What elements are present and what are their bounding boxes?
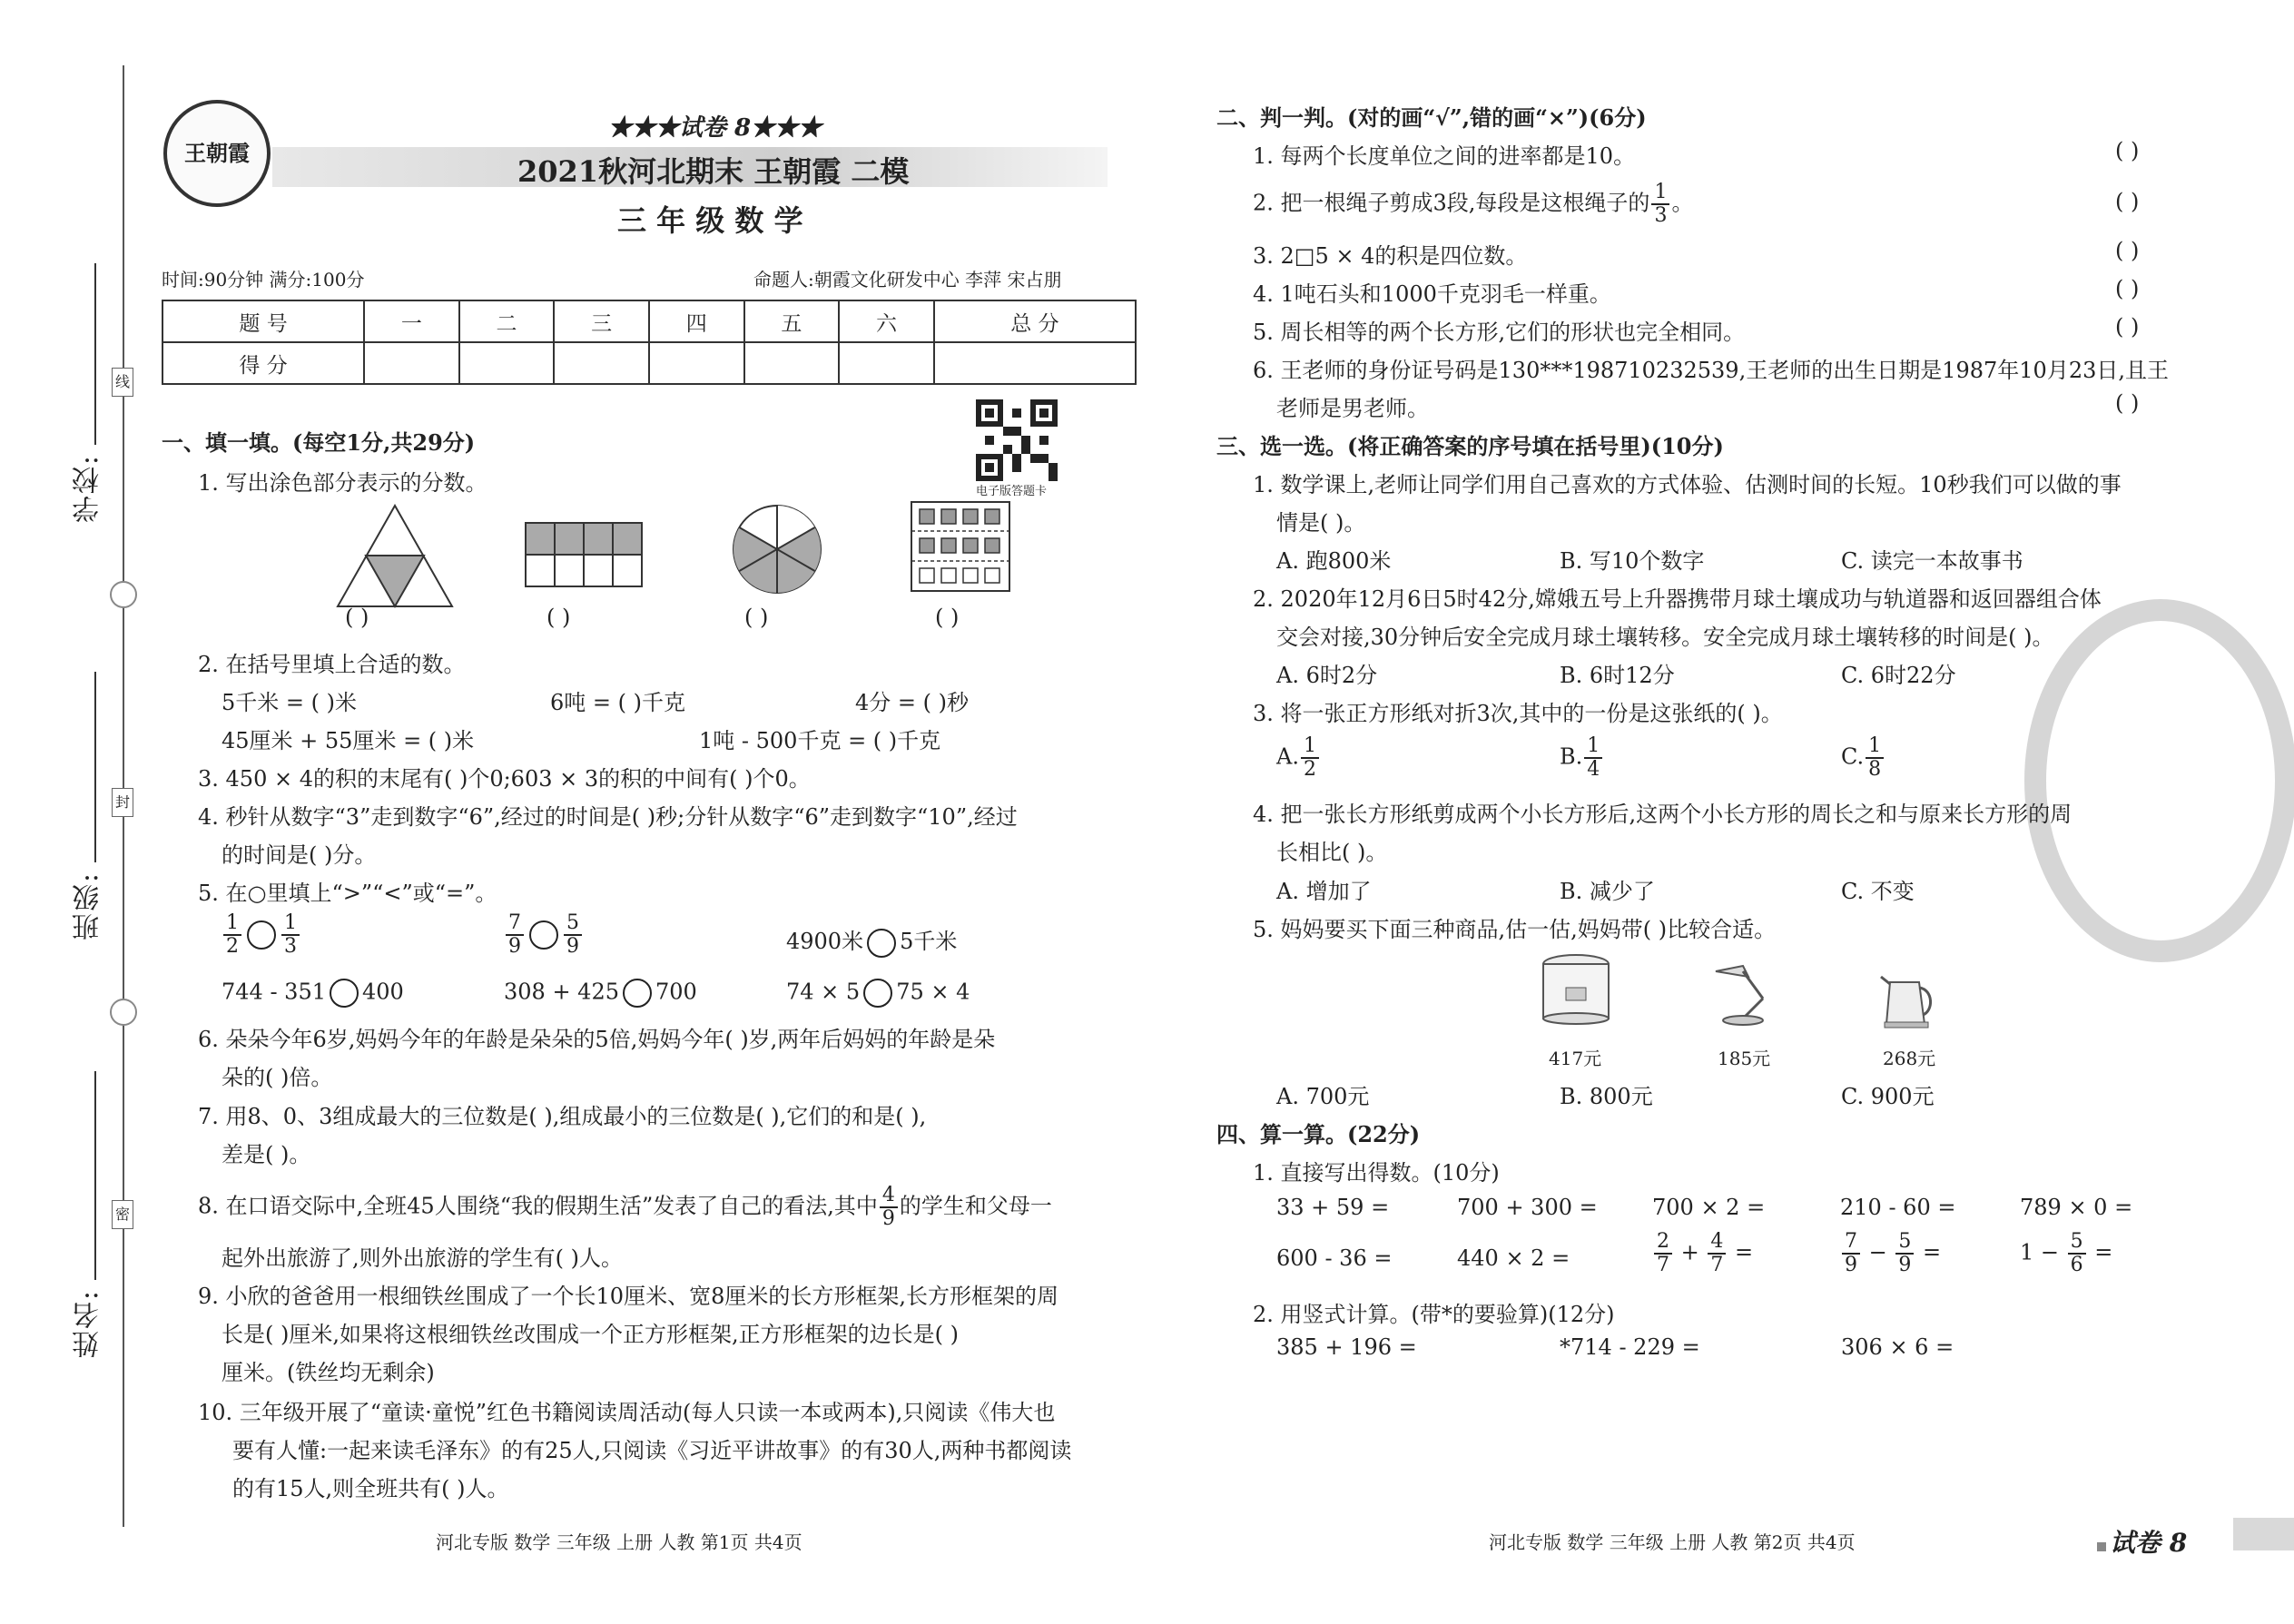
question-4-line1: 4. 秒针从数字“3”走到数字“6”,经过的时间是( )秒;分针从数字“6”走到数字“10”,经过 <box>198 804 1018 830</box>
question-5: 5. 在○里填上“>”“<”或“=”。 <box>198 881 497 906</box>
compare-circle[interactable] <box>863 979 892 1008</box>
score-input-cell[interactable] <box>744 342 840 384</box>
rice-cooker-icon <box>1539 951 1613 1026</box>
question-2d: 45厘米 + 55厘米 = ( )米 <box>222 728 475 753</box>
calc-item[interactable]: 210 - 60 = <box>1840 1195 1956 1220</box>
judge-answer[interactable]: ( ) <box>2115 189 2140 214</box>
judge-3: 3. 2□5 × 4的积是四位数。 <box>1253 243 1528 269</box>
option-prefix: C. <box>1841 743 1865 770</box>
score-cell: 二 <box>459 300 555 342</box>
compare-left: 74 × 5 <box>786 979 861 1005</box>
judge-2-text: 2. 把一根绳子剪成3段,每段是这根绳子的 <box>1253 190 1650 216</box>
answer-blank[interactable]: ( ) <box>546 605 571 630</box>
frac-den: 8 <box>1868 758 1882 781</box>
judge-2-end: 。 <box>1671 190 1694 216</box>
score-input-cell[interactable] <box>934 342 1136 384</box>
frac-den: 3 <box>284 935 297 958</box>
tag-marker-icon <box>2097 1542 2106 1551</box>
section-4-title: 四、算一算。(22分) <box>1216 1121 1421 1147</box>
question-7-line2: 差是( )。 <box>222 1142 311 1167</box>
compare-left: 744 - 351 <box>222 979 326 1005</box>
school-field[interactable] <box>94 263 96 445</box>
question-7-line1: 7. 用8、0、3组成最大的三位数是( ),组成最小的三位数是( ),它们的和是( ), <box>198 1104 927 1129</box>
page-footer-right: 河北专版 数学 三年级 上册 人教 第2页 共4页 <box>1489 1531 1856 1553</box>
choice-4-line1: 4. 把一张长方形纸剪成两个小长方形后,这两个小长方形的周长之和与原来长方形的周 <box>1253 802 2072 827</box>
choice-1-line1: 1. 数学课上,老师让同学们用自己喜欢的方式体验、估测时间的长短。10秒我们可以做的事 <box>1253 472 2122 497</box>
option-prefix: B. <box>1560 743 1583 770</box>
choice-option[interactable]: B. 6时12分 <box>1560 663 1675 688</box>
compare-add <box>504 979 697 1008</box>
calc-item[interactable]: 440 × 2 = <box>1457 1245 1570 1271</box>
name-field[interactable] <box>94 1071 96 1280</box>
score-input-cell[interactable] <box>839 342 934 384</box>
judge-answer[interactable]: ( ) <box>2115 238 2140 263</box>
score-cell: 一 <box>364 300 459 342</box>
question-9-line2: 长是( )厘米,如果将这根细铁丝改围成一个正方形框架,正方形框架的边长是( ) <box>222 1322 959 1347</box>
option-prefix: A. <box>1276 743 1299 770</box>
question-8-line2: 起外出旅游了,则外出旅游的学生有( )人。 <box>222 1245 623 1271</box>
square-array-figure <box>911 501 1010 592</box>
frac-den: 9 <box>566 935 579 958</box>
paper-tag <box>2097 1523 2187 1560</box>
answer-blank[interactable]: ( ) <box>744 605 769 630</box>
judge-answer[interactable]: ( ) <box>2115 390 2140 416</box>
page-footer-left: 河北专版 数学 三年级 上册 人教 第1页 共4页 <box>436 1531 802 1553</box>
score-table <box>162 300 1137 385</box>
triangle-figure <box>336 504 454 608</box>
choice-option[interactable]: C. 读完一本故事书 <box>1841 548 2023 574</box>
score-input-cell[interactable] <box>554 342 649 384</box>
vertical-calc-item[interactable]: 385 + 196 = <box>1276 1334 1417 1360</box>
compare-circle[interactable] <box>623 979 652 1008</box>
question-6-line2: 朵的( )倍。 <box>222 1065 333 1090</box>
score-cell: 题 号 <box>162 300 364 342</box>
question-8-line1 <box>198 1185 1052 1230</box>
choice-2-line1: 2. 2020年12月6日5时42分,嫦娥五号上升器携带月球土壤成功与轨道器和返回器组合体 <box>1253 586 2102 612</box>
section-3-title: 三、选一选。(将正确答案的序号填在括号里)(10分) <box>1216 433 1724 459</box>
desk-lamp-icon <box>1707 962 1779 1026</box>
frac-num: 1 <box>1584 735 1602 759</box>
page-corner-bar <box>2233 1518 2294 1550</box>
vertical-calc-item[interactable]: 306 × 6 = <box>1841 1334 1954 1360</box>
judge-6-line1: 6. 王老师的身份证号码是130***198710232539,王老师的出生日期是1987年10月23日,且王 <box>1253 358 2169 383</box>
choice-option[interactable]: C. 不变 <box>1841 879 1915 904</box>
compare-fractions-1 <box>222 912 301 958</box>
score-input-cell[interactable] <box>459 342 555 384</box>
frac-num: 4 <box>880 1185 898 1208</box>
choice-option[interactable]: B. 写10个数字 <box>1560 548 1705 574</box>
seal-line-mark: 线 <box>112 368 133 397</box>
score-input-cell[interactable] <box>364 342 459 384</box>
main-title: 2021秋河北期末 王朝霞 二模 <box>517 154 910 189</box>
judge-answer[interactable]: ( ) <box>2115 276 2140 301</box>
score-input-cell[interactable] <box>649 342 744 384</box>
choice-2-line2: 交会对接,30分钟后安全完成月球土壤转移。安全完成月球土壤转移的时间是( )。 <box>1276 625 2054 650</box>
choice-option[interactable] <box>1841 735 1885 781</box>
secret-seal-watermark <box>2024 599 2294 962</box>
choice-option[interactable]: C. 900元 <box>1841 1084 1935 1109</box>
frac-den: 3 <box>1654 204 1668 227</box>
frac-num: 1 <box>1651 182 1669 205</box>
vertical-calc-item[interactable]: *714 - 229 = <box>1560 1334 1700 1360</box>
rectangle-grid-figure <box>525 522 643 587</box>
compare-left: 4900米 <box>786 929 864 954</box>
question-2c: 4分 = ( )秒 <box>855 690 969 715</box>
question-6-line1: 6. 朵朵今年6岁,妈妈今年的年龄是朵朵的5倍,妈妈今年( )岁,两年后妈妈的年龄是朵 <box>198 1027 996 1052</box>
school-label: 学校: <box>73 454 104 524</box>
frac-den: 2 <box>1303 758 1316 781</box>
judge-4: 4. 1吨石头和1000千克羽毛一样重。 <box>1253 281 1611 307</box>
compare-circle[interactable] <box>330 979 359 1008</box>
electric-kettle-icon <box>1879 969 1939 1029</box>
frac-den: 4 <box>1587 758 1600 781</box>
score-table-header-row <box>162 300 1136 342</box>
frac-num: 1 <box>1301 735 1319 759</box>
compare-circle[interactable] <box>867 929 896 958</box>
calc-item-fraction[interactable]: $\frac{2}{7}$ + $\frac{4}{7}$ = <box>1652 1231 1753 1276</box>
subject-title: 三 年 级 数 学 <box>617 203 803 238</box>
frac-num: 1 <box>281 912 300 936</box>
frac-den: 2 <box>226 935 239 958</box>
compare-fractions-2 <box>504 912 584 958</box>
question-4-line2: 的时间是( )分。 <box>222 842 377 868</box>
author-info: 命题人:朝霞文化研发中心 李萍 宋占朋 <box>753 269 1062 290</box>
frac-num: 7 <box>506 912 524 936</box>
question-2b: 6吨 = ( )千克 <box>550 690 685 715</box>
question-9-line3: 厘米。(铁丝均无剩余) <box>222 1360 435 1385</box>
price-label: 185元 <box>1718 1048 1771 1069</box>
compare-right: 75 × 4 <box>896 979 970 1005</box>
judge-2 <box>1253 182 1693 227</box>
brand-logo: 王朝霞 <box>163 100 271 207</box>
choice-option[interactable] <box>1560 735 1604 781</box>
seal-seal-mark: 封 <box>112 788 133 817</box>
q8-text-end: 的学生和父母一 <box>899 1193 1052 1219</box>
calc-item[interactable]: 700 + 300 = <box>1457 1195 1598 1220</box>
frac-num: 1 <box>1866 735 1884 759</box>
choice-4-line2: 长相比( )。 <box>1276 840 1388 865</box>
seal-secret-mark: 密 <box>112 1200 133 1229</box>
compare-left: 308 + 425 <box>504 979 619 1005</box>
question-10-line3: 的有15人,则全班共有( )人。 <box>232 1476 509 1501</box>
frac-num: 1 <box>223 912 241 936</box>
choice-option[interactable]: B. 800元 <box>1560 1084 1653 1109</box>
choice-option[interactable]: A. 增加了 <box>1276 879 1372 904</box>
calc-item[interactable]: 33 + 59 = <box>1276 1195 1390 1220</box>
calc-item-fraction[interactable]: $\frac{7}{9}$ − $\frac{5}{9}$ = <box>1840 1231 1941 1276</box>
choice-1-line2: 情是( )。 <box>1276 510 1366 536</box>
calc-2-title: 2. 用竖式计算。(带*的要验算)(12分) <box>1253 1302 1615 1327</box>
question-2: 2. 在括号里填上合适的数。 <box>198 652 466 677</box>
time-info: 时间:90分钟 满分:100分 <box>162 269 365 290</box>
compare-circle[interactable] <box>247 920 276 950</box>
seal-circle-mark <box>110 999 137 1026</box>
frac-den: 9 <box>508 935 521 958</box>
calc-1-title: 1. 直接写出得数。(10分) <box>1253 1160 1500 1186</box>
score-table-score-row <box>162 342 1136 384</box>
seal-circle-mark <box>110 581 137 608</box>
question-9-line1: 9. 小欣的爸爸用一根细铁丝围成了一个长10厘米、宽8厘米的长方形框架,长方形框架的周 <box>198 1284 1058 1309</box>
compare-multiply <box>786 979 970 1008</box>
circle-pie-figure <box>732 504 822 595</box>
score-cell: 得 分 <box>162 342 364 384</box>
score-cell: 四 <box>649 300 744 342</box>
score-cell: 六 <box>839 300 934 342</box>
section-2-title: 二、判一判。(对的画“√”,错的画“×”)(6分) <box>1216 104 1647 131</box>
question-2e: 1吨 - 500千克 = ( )千克 <box>699 728 941 753</box>
paper-tag-text: 试卷 8 <box>2110 1528 2188 1558</box>
choice-5: 5. 妈妈要买下面三种商品,估一估,妈妈带( )比较合适。 <box>1253 917 1777 942</box>
choice-option[interactable]: C. 6时22分 <box>1841 663 1956 688</box>
choice-option[interactable]: A. 6时2分 <box>1276 663 1378 688</box>
q8-text: 8. 在口语交际中,全班45人围绕“我的假期生活”发表了自己的看法,其中 <box>198 1193 878 1219</box>
judge-answer[interactable]: ( ) <box>2115 314 2140 340</box>
name-label: 姓名: <box>73 1289 104 1359</box>
class-label: 班级: <box>73 871 104 941</box>
question-10-line1: 10. 三年级开展了“童读·童悦”红色书籍阅读周活动(每人只读一本或两本),只阅读《伟大也 <box>198 1400 1056 1425</box>
choice-option[interactable]: A. 跑800米 <box>1276 548 1392 574</box>
compare-length <box>786 923 957 958</box>
answer-blank[interactable]: ( ) <box>935 605 960 630</box>
calc-item-fraction[interactable]: 1 − $\frac{5}{6}$ = <box>2020 1230 2113 1276</box>
score-cell: 总 分 <box>934 300 1136 342</box>
compare-right: 5千米 <box>900 929 958 954</box>
choice-3: 3. 将一张正方形纸对折3次,其中的一份是这张纸的( )。 <box>1253 701 1783 726</box>
judge-1: 1. 每两个长度单位之间的进率都是10。 <box>1253 143 1636 169</box>
choice-option[interactable]: B. 减少了 <box>1560 879 1655 904</box>
question-1: 1. 写出涂色部分表示的分数。 <box>198 470 487 496</box>
calc-item[interactable]: 789 × 0 = <box>2020 1195 2133 1220</box>
question-3: 3. 450 × 4的积的末尾有( )个0;603 × 3的积的中间有( )个0。 <box>198 766 811 792</box>
qr-code-icon[interactable] <box>976 399 1058 481</box>
score-cell: 五 <box>744 300 840 342</box>
choice-option[interactable] <box>1276 735 1321 781</box>
frac-den: 9 <box>881 1207 895 1230</box>
question-2a: 5千米 = ( )米 <box>222 690 357 715</box>
compare-subtract <box>222 979 404 1008</box>
frac-num: 5 <box>564 912 582 936</box>
calc-item[interactable]: 700 × 2 = <box>1652 1195 1766 1220</box>
price-label: 417元 <box>1549 1048 1602 1069</box>
class-field[interactable] <box>94 672 96 862</box>
price-label: 268元 <box>1883 1048 1936 1069</box>
qr-caption: 电子版答题卡 <box>976 485 1048 498</box>
compare-right: 400 <box>361 979 404 1005</box>
choice-option[interactable]: A. 700元 <box>1276 1084 1370 1109</box>
section-1-title: 一、填一填。(每空1分,共29分) <box>162 429 476 456</box>
calc-item[interactable]: 600 - 36 = <box>1276 1245 1393 1271</box>
compare-right: 700 <box>655 979 697 1005</box>
paper-label: ★★★试卷 8★★★ <box>608 114 822 142</box>
score-cell: 三 <box>554 300 649 342</box>
judge-5: 5. 周长相等的两个长方形,它们的形状也完全相同。 <box>1253 320 1746 345</box>
question-10-line2: 要有人懂:一起来读毛泽东》的有25人,只阅读《习近平讲故事》的有30人,两种书都阅读 <box>232 1438 1072 1463</box>
compare-circle[interactable] <box>529 920 558 950</box>
answer-blank[interactable]: ( ) <box>345 605 369 630</box>
judge-6-line2: 老师是男老师。 <box>1276 396 1429 421</box>
judge-answer[interactable]: ( ) <box>2115 138 2140 163</box>
